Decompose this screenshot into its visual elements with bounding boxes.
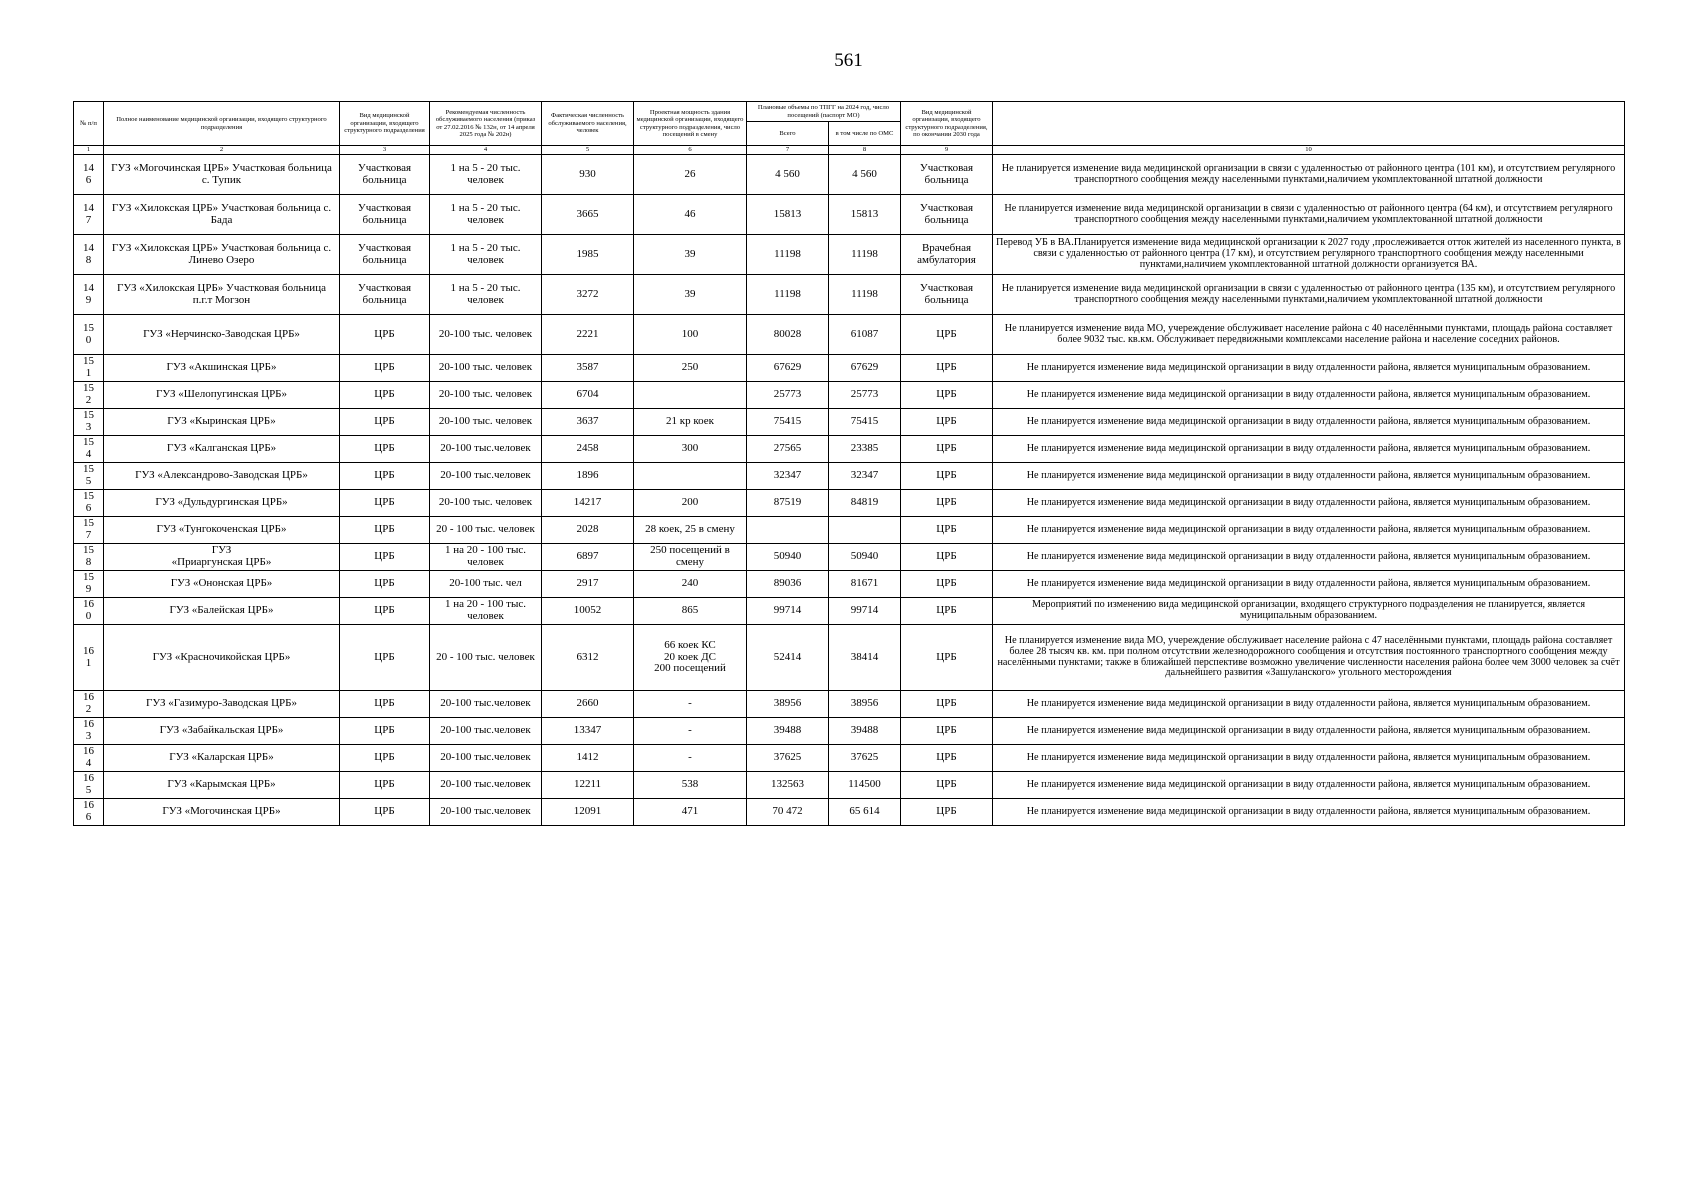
table-row: [74, 275, 1625, 315]
row-number: 15 6: [74, 490, 104, 517]
table-body: [74, 155, 1625, 826]
table-row: [74, 235, 1625, 275]
note: Не планируется изменение вида медицинской организации в связи с удаленностью от районного центра (101 км), и отсутствием регулярного транспортного сообщения между населенными пунктами,наличием укомплектованной штатной должности: [993, 155, 1625, 195]
table-row: [74, 691, 1625, 718]
planned-total: 70 472: [747, 799, 829, 826]
organization-name: ГУЗ «Кыринская ЦРБ»: [104, 409, 340, 436]
table-row: [74, 625, 1625, 691]
kind-2030: ЦРБ: [901, 598, 993, 625]
actual-population: 930: [542, 155, 634, 195]
design-capacity: 200: [634, 490, 747, 517]
organization-kind: ЦРБ: [340, 718, 430, 745]
organization-kind: ЦРБ: [340, 544, 430, 571]
organization-name: ГУЗ «Газимуро-Заводская ЦРБ»: [104, 691, 340, 718]
kind-2030: ЦРБ: [901, 718, 993, 745]
organization-name: ГУЗ «Шелопугинская ЦРБ»: [104, 382, 340, 409]
recommended-population: 1 на 5 - 20 тыс. человек: [430, 275, 542, 315]
planned-total: 75415: [747, 409, 829, 436]
planned-oms: 11198: [829, 275, 901, 315]
planned-total: 11198: [747, 275, 829, 315]
kind-2030: ЦРБ: [901, 517, 993, 544]
planned-total: 39488: [747, 718, 829, 745]
kind-2030: ЦРБ: [901, 571, 993, 598]
organization-kind: ЦРБ: [340, 772, 430, 799]
organization-kind: ЦРБ: [340, 490, 430, 517]
organization-kind: ЦРБ: [340, 355, 430, 382]
row-number: 16 0: [74, 598, 104, 625]
kind-2030: Участковая больница: [901, 155, 993, 195]
table-row: [74, 718, 1625, 745]
table-row: [74, 745, 1625, 772]
table-row: [74, 409, 1625, 436]
kind-2030: ЦРБ: [901, 409, 993, 436]
planned-oms: 4 560: [829, 155, 901, 195]
organization-kind: ЦРБ: [340, 799, 430, 826]
design-capacity: 300: [634, 436, 747, 463]
actual-population: 2028: [542, 517, 634, 544]
planned-oms: 37625: [829, 745, 901, 772]
kind-2030: Участковая больница: [901, 195, 993, 235]
column-number: 4: [430, 146, 542, 155]
organization-name: ГУЗ «Александрово-Заводская ЦРБ»: [104, 463, 340, 490]
actual-population: 3665: [542, 195, 634, 235]
kind-2030: ЦРБ: [901, 799, 993, 826]
recommended-population: 1 на 20 - 100 тыс. человек: [430, 598, 542, 625]
recommended-population: 20-100 тыс.человек: [430, 718, 542, 745]
note: Не планируется изменение вида медицинской организации в связи с удаленностью от районного центра (64 км), и отсутствием регулярного транспортного сообщения между населенными пунктами,наличием укомплектованной штатной должности: [993, 195, 1625, 235]
header-kind: Вид медицинской организации, входящего структурного подразделения: [340, 102, 430, 146]
organization-kind: ЦРБ: [340, 598, 430, 625]
header-total: Всего: [747, 122, 829, 146]
planned-oms: 23385: [829, 436, 901, 463]
table-row: [74, 355, 1625, 382]
row-number: 15 7: [74, 517, 104, 544]
note: Не планируется изменение вида медицинской организации в виду отдаленности района, является муниципальным образованием.: [993, 718, 1625, 745]
header-number: № п/п: [74, 102, 104, 146]
organization-name: ГУЗ «Каларская ЦРБ»: [104, 745, 340, 772]
planned-total: 11198: [747, 235, 829, 275]
recommended-population: 20 - 100 тыс. человек: [430, 517, 542, 544]
planned-total: 87519: [747, 490, 829, 517]
actual-population: 1412: [542, 745, 634, 772]
actual-population: 2458: [542, 436, 634, 463]
recommended-population: 20-100 тыс. человек: [430, 315, 542, 355]
table-row: [74, 315, 1625, 355]
planned-total: 37625: [747, 745, 829, 772]
planned-oms: 99714: [829, 598, 901, 625]
organization-kind: Участковая больница: [340, 235, 430, 275]
table-row: [74, 490, 1625, 517]
organization-name: ГУЗ «Хилокская ЦРБ» Участковая больница п.г.т Могзон: [104, 275, 340, 315]
header-actual: Фактическая численность обслуживаемого населения, человек: [542, 102, 634, 146]
kind-2030: ЦРБ: [901, 463, 993, 490]
planned-oms: 38956: [829, 691, 901, 718]
organization-name: ГУЗ «Балейская ЦРБ»: [104, 598, 340, 625]
planned-total: 15813: [747, 195, 829, 235]
planned-oms: [829, 517, 901, 544]
planned-total: 27565: [747, 436, 829, 463]
recommended-population: 20-100 тыс. человек: [430, 382, 542, 409]
actual-population: 3272: [542, 275, 634, 315]
column-numbers-row: [74, 146, 1625, 155]
design-capacity: 46: [634, 195, 747, 235]
row-number: 15 0: [74, 315, 104, 355]
organization-name: ГУЗ «Дульдургинская ЦРБ»: [104, 490, 340, 517]
design-capacity: [634, 382, 747, 409]
planned-total: [747, 517, 829, 544]
design-capacity: [634, 463, 747, 490]
note: Не планируется изменение вида медицинской организации в виду отдаленности района, является муниципальным образованием.: [993, 409, 1625, 436]
note: Не планируется изменение вида медицинской организации в виду отдаленности района, является муниципальным образованием.: [993, 772, 1625, 799]
organization-kind: ЦРБ: [340, 625, 430, 691]
header-capacity: Проектная мощность здания медицинской организации, входящего структурного подразделения, число посещений в смену: [634, 102, 747, 146]
recommended-population: 1 на 5 - 20 тыс. человек: [430, 235, 542, 275]
organization-name: ГУЗ «Забайкальская ЦРБ»: [104, 718, 340, 745]
header-oms: в том числе по ОМС: [829, 122, 901, 146]
planned-total: 80028: [747, 315, 829, 355]
recommended-population: 20-100 тыс.человек: [430, 463, 542, 490]
note: Не планируется изменение вида медицинской организации в виду отдаленности района, является муниципальным образованием.: [993, 799, 1625, 826]
design-capacity: -: [634, 718, 747, 745]
recommended-population: 20-100 тыс.человек: [430, 772, 542, 799]
table-row: [74, 155, 1625, 195]
row-number: 14 6: [74, 155, 104, 195]
column-number: 3: [340, 146, 430, 155]
organization-name: ГУЗ «Красночикойская ЦРБ»: [104, 625, 340, 691]
table-row: [74, 799, 1625, 826]
kind-2030: ЦРБ: [901, 436, 993, 463]
note: Не планируется изменение вида МО, учереждение обслуживает население района с 47 населёнными пунктами, площадь района составляет более 28 тысяч кв. км. при полном отсутствии железнодорожного сообщения и отсутствия постоянного транспортного сообщения между населёнными пунктами; также в ближайшей перспективе возможно увеличение численности населения района более чем 3000 человек за счёт дальнейшего развития «Зашуланского» угольного месторождения: [993, 625, 1625, 691]
planned-oms: 67629: [829, 355, 901, 382]
kind-2030: Участковая больница: [901, 275, 993, 315]
recommended-population: 20-100 тыс.человек: [430, 799, 542, 826]
note: Не планируется изменение вида медицинской организации в связи с удаленностью от районного центра (135 км), и отсутствием регулярного транспортного сообщения между населенными пунктами,наличием укомплектованной штатной должности: [993, 275, 1625, 315]
organization-name: ГУЗ «Карымская ЦРБ»: [104, 772, 340, 799]
table-row: [74, 195, 1625, 235]
organization-name: ГУЗ «Акшинская ЦРБ»: [104, 355, 340, 382]
kind-2030: Врачебная амбулатория: [901, 235, 993, 275]
actual-population: 13347: [542, 718, 634, 745]
note: Перевод УБ в ВА.Планируется изменение вида медицинской организации к 2027 году ,прослеживается отток жителей из населенного пункта, в связи с удаленностью от районного центра (17 км), и отсутствием регулярного транспортного сообщения между населенными пунктами,наличием укомплектованной штатной должности организуется ВА.: [993, 235, 1625, 275]
row-number: 15 5: [74, 463, 104, 490]
row-number: 15 1: [74, 355, 104, 382]
organization-kind: ЦРБ: [340, 691, 430, 718]
planned-oms: 39488: [829, 718, 901, 745]
table-row: [74, 463, 1625, 490]
design-capacity: 39: [634, 235, 747, 275]
design-capacity: 471: [634, 799, 747, 826]
planned-total: 4 560: [747, 155, 829, 195]
planned-oms: 65 614: [829, 799, 901, 826]
note: Не планируется изменение вида медицинской организации в виду отдаленности района, является муниципальным образованием.: [993, 463, 1625, 490]
row-number: 16 1: [74, 625, 104, 691]
column-number: 9: [901, 146, 993, 155]
design-capacity: 66 коек КС 20 коек ДС 200 посещений: [634, 625, 747, 691]
row-number: 14 7: [74, 195, 104, 235]
recommended-population: 20-100 тыс. человек: [430, 409, 542, 436]
table-row: [74, 772, 1625, 799]
planned-total: 67629: [747, 355, 829, 382]
planned-oms: 84819: [829, 490, 901, 517]
organization-kind: Участковая больница: [340, 195, 430, 235]
table-row: [74, 598, 1625, 625]
row-number: 15 4: [74, 436, 104, 463]
planned-total: 32347: [747, 463, 829, 490]
note: Не планируется изменение вида медицинской организации в виду отдаленности района, является муниципальным образованием.: [993, 544, 1625, 571]
row-number: 15 8: [74, 544, 104, 571]
note: Мероприятий по изменению вида медицинской организации, входящего структурного подразделения не планируется, является муниципальным образованием.: [993, 598, 1625, 625]
planned-total: 50940: [747, 544, 829, 571]
kind-2030: ЦРБ: [901, 355, 993, 382]
kind-2030: ЦРБ: [901, 691, 993, 718]
note: Не планируется изменение вида медицинской организации в виду отдаленности района, является муниципальным образованием.: [993, 571, 1625, 598]
actual-population: 1896: [542, 463, 634, 490]
organization-kind: ЦРБ: [340, 745, 430, 772]
design-capacity: 28 коек, 25 в смену: [634, 517, 747, 544]
medical-organizations-table: [73, 101, 1625, 826]
actual-population: 1985: [542, 235, 634, 275]
row-number: 15 3: [74, 409, 104, 436]
design-capacity: 250 посещений в смену: [634, 544, 747, 571]
organization-kind: ЦРБ: [340, 517, 430, 544]
actual-population: 6704: [542, 382, 634, 409]
kind-2030: ЦРБ: [901, 315, 993, 355]
planned-oms: 61087: [829, 315, 901, 355]
planned-oms: 32347: [829, 463, 901, 490]
organization-kind: ЦРБ: [340, 315, 430, 355]
column-number: 8: [829, 146, 901, 155]
note: Не планируется изменение вида медицинской организации в виду отдаленности района, является муниципальным образованием.: [993, 436, 1625, 463]
organization-kind: Участковая больница: [340, 155, 430, 195]
row-number: 14 8: [74, 235, 104, 275]
recommended-population: 20 - 100 тыс. человек: [430, 625, 542, 691]
organization-kind: ЦРБ: [340, 571, 430, 598]
planned-total: 25773: [747, 382, 829, 409]
note: Не планируется изменение вида медицинской организации в виду отдаленности района, является муниципальным образованием.: [993, 355, 1625, 382]
table-row: [74, 571, 1625, 598]
column-number: 6: [634, 146, 747, 155]
note: Не планируется изменение вида медицинской организации в виду отдаленности района, является муниципальным образованием.: [993, 382, 1625, 409]
kind-2030: ЦРБ: [901, 490, 993, 517]
design-capacity: 865: [634, 598, 747, 625]
recommended-population: 20-100 тыс.человек: [430, 745, 542, 772]
table-row: [74, 517, 1625, 544]
planned-oms: 38414: [829, 625, 901, 691]
organization-kind: ЦРБ: [340, 436, 430, 463]
planned-total: 52414: [747, 625, 829, 691]
actual-population: 10052: [542, 598, 634, 625]
planned-total: 99714: [747, 598, 829, 625]
design-capacity: 538: [634, 772, 747, 799]
planned-oms: 75415: [829, 409, 901, 436]
column-number: 7: [747, 146, 829, 155]
actual-population: 2221: [542, 315, 634, 355]
note: Не планируется изменение вида МО, учереждение обслуживает население района с 40 населёнными пунктами, площадь района составляет более 9032 тыс. кв.км. Обслуживает передвижными комплексами население района и население соседних районов.: [993, 315, 1625, 355]
row-number: 15 9: [74, 571, 104, 598]
design-capacity: 250: [634, 355, 747, 382]
row-number: 16 2: [74, 691, 104, 718]
recommended-population: 20-100 тыс.человек: [430, 436, 542, 463]
organization-kind: Участковая больница: [340, 275, 430, 315]
actual-population: 6312: [542, 625, 634, 691]
planned-total: 89036: [747, 571, 829, 598]
organization-name: ГУЗ «Хилокская ЦРБ» Участковая больница с. Линево Озеро: [104, 235, 340, 275]
actual-population: 3637: [542, 409, 634, 436]
page-number: 561: [834, 50, 863, 71]
row-number: 16 5: [74, 772, 104, 799]
organization-name: ГУЗ «Приаргунская ЦРБ»: [104, 544, 340, 571]
organization-kind: ЦРБ: [340, 382, 430, 409]
organization-name: ГУЗ «Тунгокоченская ЦРБ»: [104, 517, 340, 544]
actual-population: 14217: [542, 490, 634, 517]
row-number: 14 9: [74, 275, 104, 315]
recommended-population: 20-100 тыс. чел: [430, 571, 542, 598]
planned-oms: 11198: [829, 235, 901, 275]
note: Не планируется изменение вида медицинской организации в виду отдаленности района, является муниципальным образованием.: [993, 691, 1625, 718]
planned-total: 132563: [747, 772, 829, 799]
header-note: [993, 102, 1625, 146]
table-row: [74, 544, 1625, 571]
header-planned: Плановые объемы по ТПГГ на 2024 год, число посещений (паспорт МО): [747, 102, 901, 122]
row-number: 16 6: [74, 799, 104, 826]
column-number: 1: [74, 146, 104, 155]
column-number: 2: [104, 146, 340, 155]
organization-name: ГУЗ «Могочинская ЦРБ» Участковая больница с. Тупик: [104, 155, 340, 195]
recommended-population: 20-100 тыс. человек: [430, 355, 542, 382]
actual-population: 2917: [542, 571, 634, 598]
row-number: 15 2: [74, 382, 104, 409]
actual-population: 3587: [542, 355, 634, 382]
recommended-population: 1 на 20 - 100 тыс. человек: [430, 544, 542, 571]
header-recommended: Рекомендуемая численность обслуживаемого населения (приказ от 27.02.2016 № 132н, от 14 апреля 2025 года № 202н): [430, 102, 542, 146]
column-number: 10: [993, 146, 1625, 155]
recommended-population: 1 на 5 - 20 тыс. человек: [430, 155, 542, 195]
organization-name: ГУЗ «Могочинская ЦРБ»: [104, 799, 340, 826]
note: Не планируется изменение вида медицинской организации в виду отдаленности района, является муниципальным образованием.: [993, 490, 1625, 517]
planned-oms: 50940: [829, 544, 901, 571]
note: Не планируется изменение вида медицинской организации в виду отдаленности района, является муниципальным образованием.: [993, 745, 1625, 772]
design-capacity: 240: [634, 571, 747, 598]
planned-oms: 81671: [829, 571, 901, 598]
organization-name: ГУЗ «Хилокская ЦРБ» Участковая больница с. Бада: [104, 195, 340, 235]
design-capacity: 26: [634, 155, 747, 195]
organization-name: ГУЗ «Калганская ЦРБ»: [104, 436, 340, 463]
design-capacity: 100: [634, 315, 747, 355]
row-number: 16 4: [74, 745, 104, 772]
design-capacity: -: [634, 745, 747, 772]
actual-population: 6897: [542, 544, 634, 571]
organization-name: ГУЗ «Ононская ЦРБ»: [104, 571, 340, 598]
kind-2030: ЦРБ: [901, 772, 993, 799]
recommended-population: 1 на 5 - 20 тыс. человек: [430, 195, 542, 235]
header-name: Полное наименование медицинской организации, входящего структурного подразделения: [104, 102, 340, 146]
planned-oms: 114500: [829, 772, 901, 799]
kind-2030: ЦРБ: [901, 544, 993, 571]
actual-population: 12211: [542, 772, 634, 799]
design-capacity: 39: [634, 275, 747, 315]
table-row: [74, 436, 1625, 463]
kind-2030: ЦРБ: [901, 745, 993, 772]
planned-oms: 15813: [829, 195, 901, 235]
kind-2030: ЦРБ: [901, 382, 993, 409]
kind-2030: ЦРБ: [901, 625, 993, 691]
column-number: 5: [542, 146, 634, 155]
planned-total: 38956: [747, 691, 829, 718]
organization-name: ГУЗ «Нерчинско-Заводская ЦРБ»: [104, 315, 340, 355]
header-kind-2030: Вид медицинской организации, входящего структурного подразделения, по окончании 2030 года: [901, 102, 993, 146]
design-capacity: 21 кр коек: [634, 409, 747, 436]
row-number: 16 3: [74, 718, 104, 745]
design-capacity: -: [634, 691, 747, 718]
actual-population: 12091: [542, 799, 634, 826]
planned-oms: 25773: [829, 382, 901, 409]
table-row: [74, 382, 1625, 409]
recommended-population: 20-100 тыс. человек: [430, 490, 542, 517]
organization-kind: ЦРБ: [340, 409, 430, 436]
organization-kind: ЦРБ: [340, 463, 430, 490]
note: Не планируется изменение вида медицинской организации в виду отдаленности района, является муниципальным образованием.: [993, 517, 1625, 544]
recommended-population: 20-100 тыс.человек: [430, 691, 542, 718]
actual-population: 2660: [542, 691, 634, 718]
